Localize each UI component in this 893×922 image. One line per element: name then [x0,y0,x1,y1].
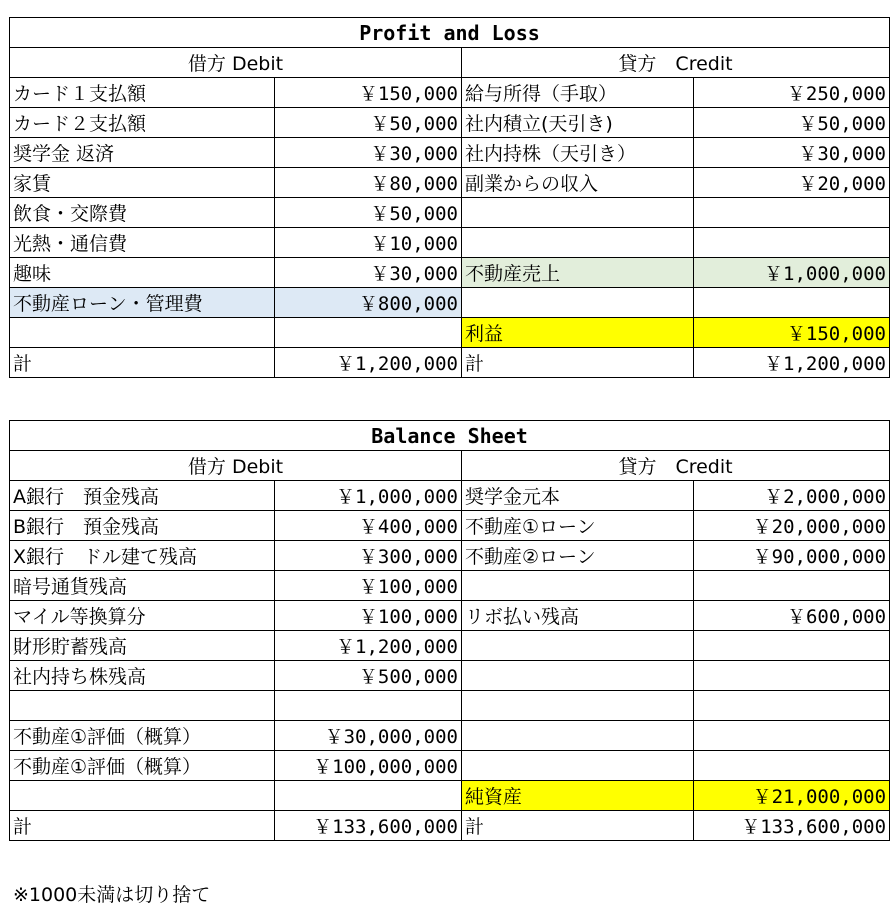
bs-credit-label-cell [462,571,694,601]
pl-debit-label-cell: 不動産ローン・管理費 [10,288,275,318]
bs-credit-value-cell [694,691,890,721]
bs-credit-label-cell: 不動産①ローン [462,511,694,541]
pl-row [10,258,890,288]
bs-debit-value-cell: ￥30,000,000 [275,721,462,751]
bs-row [10,691,890,721]
pl-title: Profit and Loss [10,18,890,48]
pl-credit-label-cell: 社内積立(天引き) [462,108,694,138]
bs-debit-label-cell: B銀行 預金残高 [10,511,275,541]
bs-debit-label-cell [10,691,275,721]
pl-debit-label-cell: 計 [10,348,275,378]
bs-credit-value-cell: ￥133,600,000 [694,811,890,841]
bs-credit-value-cell [694,661,890,691]
pl-credit-value-cell: ￥50,000 [694,108,890,138]
bs-credit-label-cell [462,661,694,691]
bs-debit-label-cell: 財形貯蓄残高 [10,631,275,661]
pl-credit-label-cell: 社内持株（天引き） [462,138,694,168]
pl-debit-value-cell: ￥10,000 [275,228,462,258]
bs-credit-value-cell: ￥90,000,000 [694,541,890,571]
bs-credit-value-cell: ￥2,000,000 [694,481,890,511]
pl-credit-value-cell: ￥20,000 [694,168,890,198]
bs-credit-label-cell: リボ払い残高 [462,601,694,631]
bs-row [10,631,890,661]
pl-credit-value-cell: ￥250,000 [694,78,890,108]
pl-debit-value-cell: ￥30,000 [275,138,462,168]
bs-debit-label-cell: マイル等換算分 [10,601,275,631]
pl-debit-label-cell: 奨学金 返済 [10,138,275,168]
bs-debit-value-cell: ￥100,000 [275,601,462,631]
bs-row [10,571,890,601]
pl-credit-value-cell: ￥1,200,000 [694,348,890,378]
bs-credit-label-cell [462,751,694,781]
pl-row [10,108,890,138]
bs-debit-value-cell [275,691,462,721]
bs-debit-value-cell: ￥500,000 [275,661,462,691]
pl-debit-label-cell [10,318,275,348]
pl-credit-label-cell: 副業からの収入 [462,168,694,198]
pl-credit-label-cell [462,288,694,318]
bs-row [10,481,890,511]
bs-credit-header: 貸方 Credit [462,451,890,481]
bs-row [10,721,890,751]
bs-debit-label-cell: A銀行 預金残高 [10,481,275,511]
bs-debit-label-cell: 社内持ち株残高 [10,661,275,691]
bs-debit-label-cell: 暗号通貨残高 [10,571,275,601]
bs-credit-label-cell [462,691,694,721]
bs-row [10,781,890,811]
pl-credit-label-cell: 不動産売上 [462,258,694,288]
bs-credit-label-cell: 計 [462,811,694,841]
bs-debit-value-cell: ￥133,600,000 [275,811,462,841]
pl-debit-value-cell: ￥150,000 [275,78,462,108]
bs-debit-value-cell: ￥300,000 [275,541,462,571]
pl-credit-label-cell: 計 [462,348,694,378]
pl-debit-label-cell: 趣味 [10,258,275,288]
bs-row [10,541,890,571]
pl-debit-value-cell [275,318,462,348]
profit-and-loss-table [9,17,890,378]
pl-debit-value-cell: ￥30,000 [275,258,462,288]
pl-credit-value-cell: ￥1,000,000 [694,258,890,288]
bs-debit-value-cell: ￥1,000,000 [275,481,462,511]
bs-debit-label-cell: X銀行 ドル建て残高 [10,541,275,571]
bs-credit-value-cell [694,631,890,661]
bs-debit-value-cell: ￥400,000 [275,511,462,541]
pl-credit-value-cell [694,288,890,318]
bs-credit-value-cell: ￥600,000 [694,601,890,631]
bs-title: Balance Sheet [10,421,890,451]
bs-credit-value-cell [694,721,890,751]
bs-credit-label-cell: 不動産②ローン [462,541,694,571]
bs-debit-label-cell: 不動産①評価（概算） [10,721,275,751]
pl-debit-label-cell: カード１支払額 [10,78,275,108]
bs-row [10,751,890,781]
bs-debit-label-cell: 不動産①評価（概算） [10,751,275,781]
bs-row [10,811,890,841]
pl-debit-label-cell: 飲食・交際費 [10,198,275,228]
pl-credit-value-cell [694,228,890,258]
bs-debit-label-cell [10,781,275,811]
pl-credit-label-cell: 利益 [462,318,694,348]
bs-credit-label-cell [462,631,694,661]
pl-debit-value-cell: ￥50,000 [275,108,462,138]
pl-credit-value-cell: ￥30,000 [694,138,890,168]
pl-debit-value-cell: ￥50,000 [275,198,462,228]
pl-credit-value-cell: ￥150,000 [694,318,890,348]
pl-row [10,348,890,378]
bs-credit-label-cell: 奨学金元本 [462,481,694,511]
bs-credit-label-cell: 純資産 [462,781,694,811]
bs-credit-value-cell [694,571,890,601]
pl-debit-value-cell: ￥800,000 [275,288,462,318]
bs-debit-value-cell: ￥100,000 [275,571,462,601]
pl-row [10,198,890,228]
pl-credit-label-cell [462,198,694,228]
pl-debit-label-cell: 光熱・通信費 [10,228,275,258]
bs-debit-value-cell: ￥100,000,000 [275,751,462,781]
pl-row [10,288,890,318]
pl-debit-label-cell: カード２支払額 [10,108,275,138]
pl-row [10,228,890,258]
pl-credit-label-cell [462,228,694,258]
pl-debit-header: 借方 Debit [10,48,462,78]
pl-row [10,78,890,108]
bs-credit-value-cell: ￥20,000,000 [694,511,890,541]
bs-debit-value-cell [275,781,462,811]
pl-credit-label-cell: 給与所得（手取） [462,78,694,108]
bs-credit-label-cell [462,721,694,751]
pl-debit-value-cell: ￥80,000 [275,168,462,198]
pl-credit-value-cell [694,198,890,228]
bs-row [10,661,890,691]
footnote: ※1000未満は切り捨て [13,884,211,906]
bs-row [10,511,890,541]
bs-debit-header: 借方 Debit [10,451,462,481]
pl-credit-header: 貸方 Credit [462,48,890,78]
bs-credit-value-cell: ￥21,000,000 [694,781,890,811]
bs-row [10,601,890,631]
bs-debit-value-cell: ￥1,200,000 [275,631,462,661]
balance-sheet-table [9,420,890,841]
bs-debit-label-cell: 計 [10,811,275,841]
pl-row [10,138,890,168]
pl-debit-value-cell: ￥1,200,000 [275,348,462,378]
pl-row [10,318,890,348]
bs-credit-value-cell [694,751,890,781]
pl-debit-label-cell: 家賃 [10,168,275,198]
pl-row [10,168,890,198]
